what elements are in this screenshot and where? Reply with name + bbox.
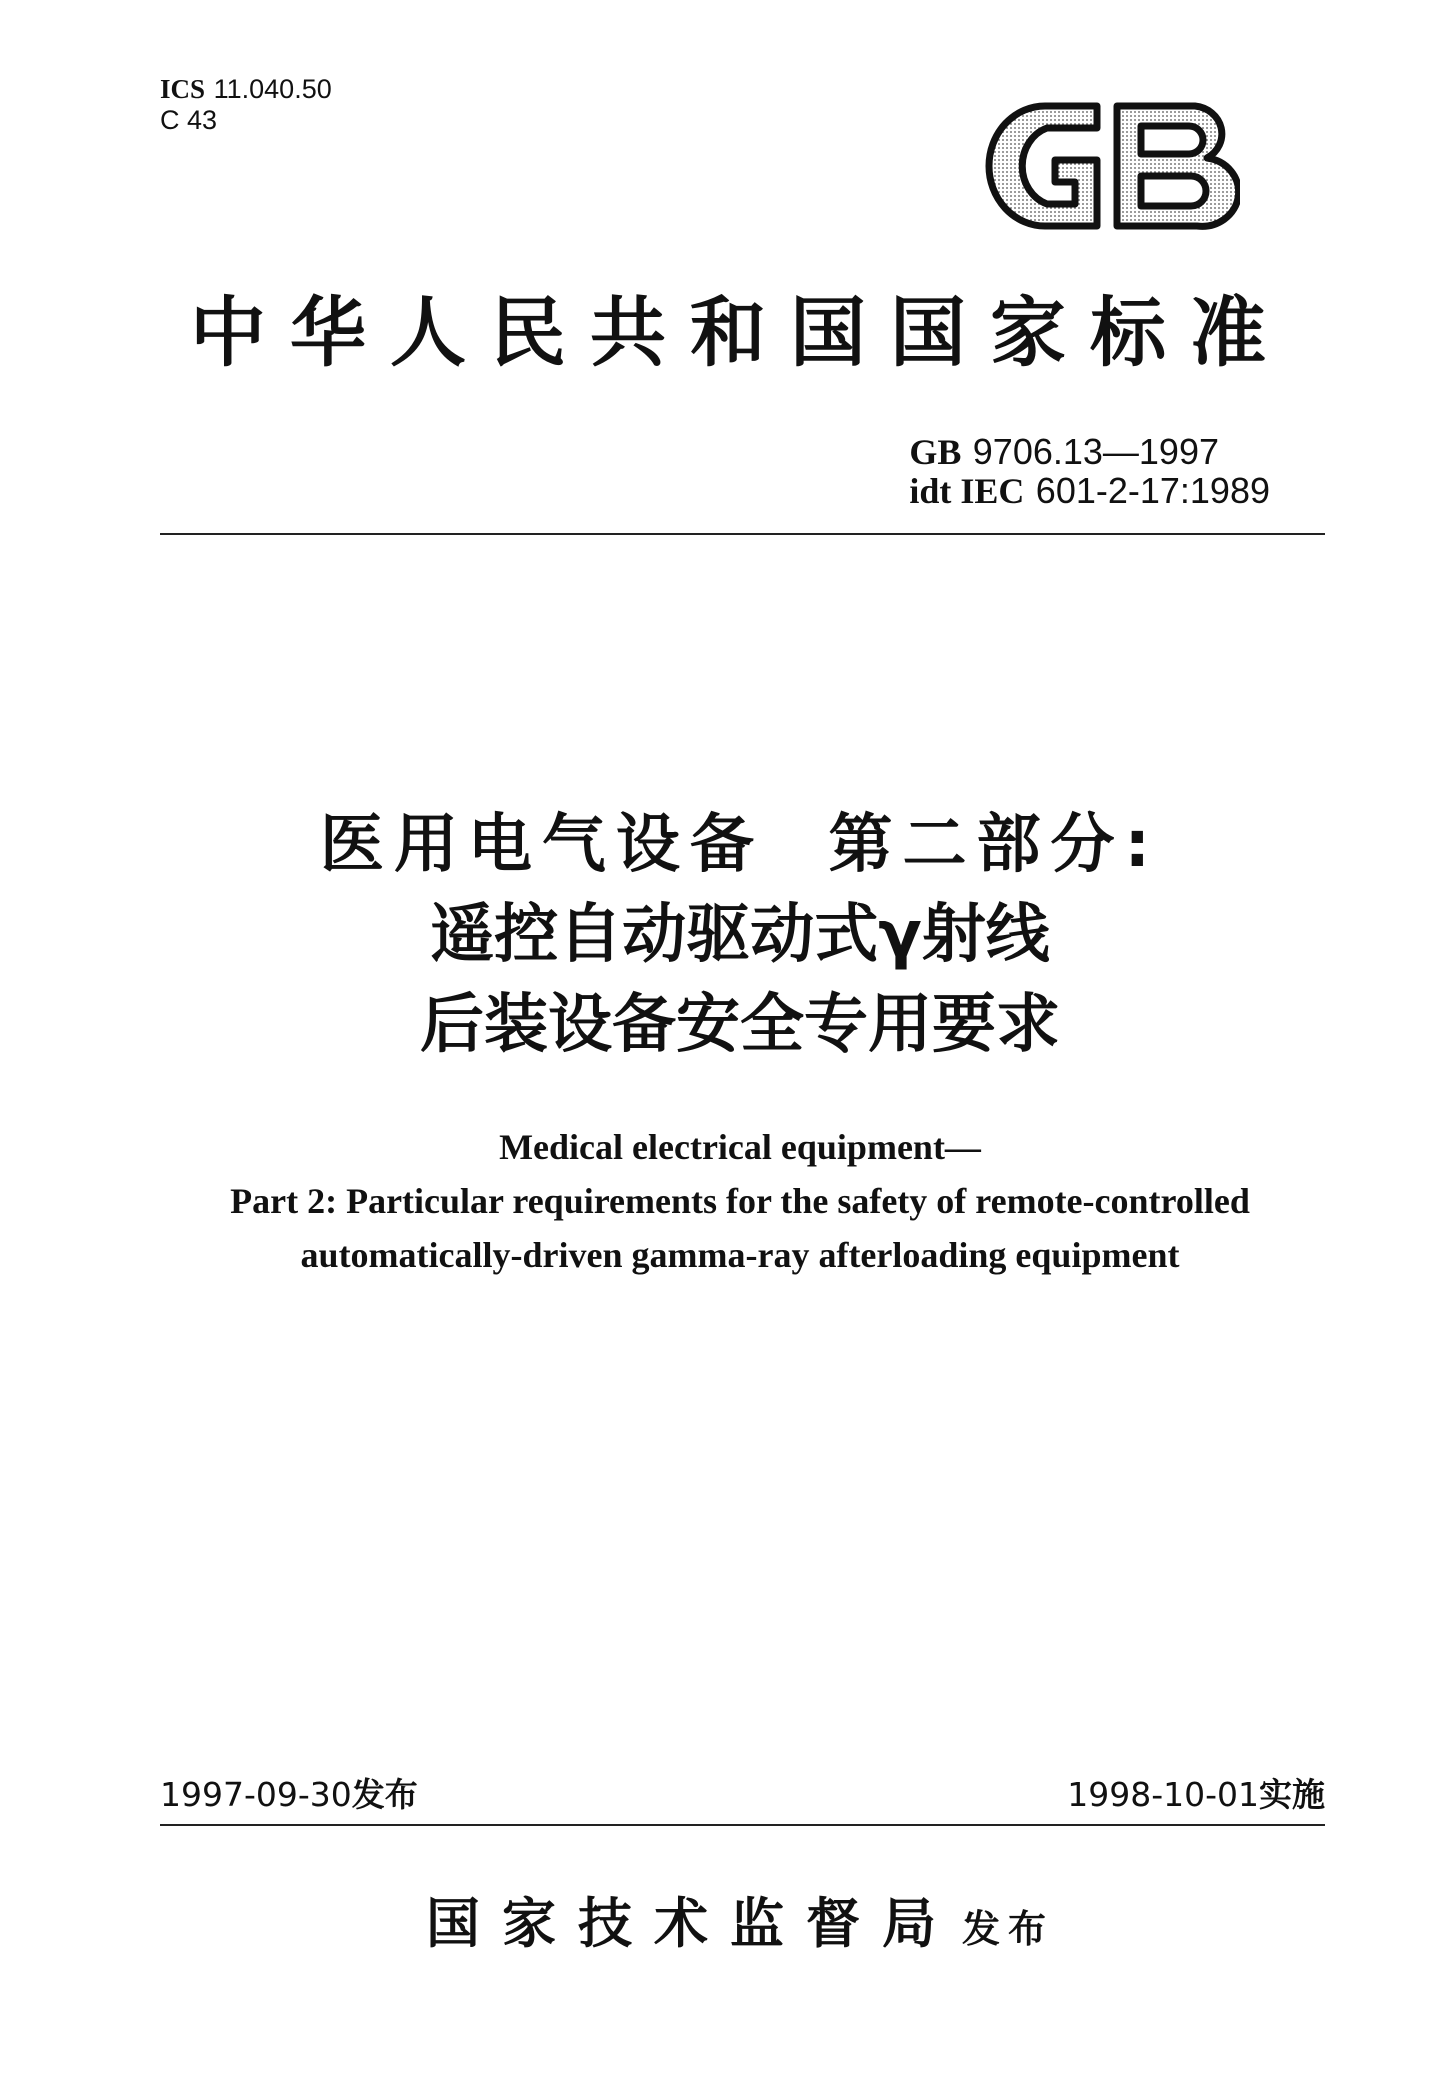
ics-code: 11.040.50 bbox=[213, 74, 332, 104]
publish-date: 1997-09-30 bbox=[160, 1775, 352, 1814]
gb-logo-text: GB bbox=[985, 98, 987, 99]
gb-code-line bbox=[909, 433, 1270, 472]
gb-logo-g-shape bbox=[989, 106, 1097, 226]
effective-label: 实施 bbox=[1259, 1775, 1325, 1814]
english-title-line-1: Medical electrical equipment— bbox=[499, 1127, 981, 1167]
ccs-code: C 43 bbox=[160, 105, 218, 135]
publish-label: 发布 bbox=[351, 1775, 418, 1814]
ics-label: ICS bbox=[160, 74, 206, 104]
idt-number: 601-2-17:1989 bbox=[1035, 470, 1270, 511]
effective-info bbox=[1067, 1775, 1325, 1815]
ics-classification bbox=[160, 74, 332, 135]
chinese-title-line-1: 医用电气设备 第二部分: bbox=[319, 808, 1161, 882]
chinese-title-line-3: 后装设备安全专用要求 bbox=[420, 988, 1060, 1062]
gb-label: GB bbox=[909, 432, 962, 472]
header-divider bbox=[160, 533, 1325, 535]
footer-divider bbox=[160, 1824, 1325, 1826]
english-title-line-3: automatically-driven gamma-ray afterloading equipment bbox=[300, 1235, 1180, 1275]
english-title bbox=[150, 1120, 1330, 1282]
issuer bbox=[150, 1888, 1330, 1964]
gb-number: 9706.13—1997 bbox=[972, 431, 1219, 472]
idt-label: idt IEC bbox=[909, 471, 1025, 511]
idt-code-line bbox=[909, 472, 1270, 511]
english-title-line-2: Part 2: Particular requirements for the safety of remote-controlled bbox=[230, 1181, 1250, 1221]
national-standard-title: 中华人民共和国国家标准 bbox=[190, 288, 1290, 377]
effective-date: 1998-10-01 bbox=[1067, 1775, 1259, 1814]
issuer-action: 发布 bbox=[961, 1906, 1054, 1951]
ics-line bbox=[160, 74, 332, 105]
gb-logo-b-shape bbox=[1117, 106, 1239, 226]
standard-code bbox=[909, 433, 1270, 511]
publish-info bbox=[160, 1775, 418, 1815]
dates-row bbox=[160, 1775, 1325, 1815]
gb-logo bbox=[985, 98, 1240, 233]
chinese-title-line-2: 遥控自动驱动式γ射线 bbox=[430, 898, 1050, 972]
issuer-name: 国家技术监督局 bbox=[425, 1891, 958, 1955]
chinese-title bbox=[150, 800, 1330, 1070]
